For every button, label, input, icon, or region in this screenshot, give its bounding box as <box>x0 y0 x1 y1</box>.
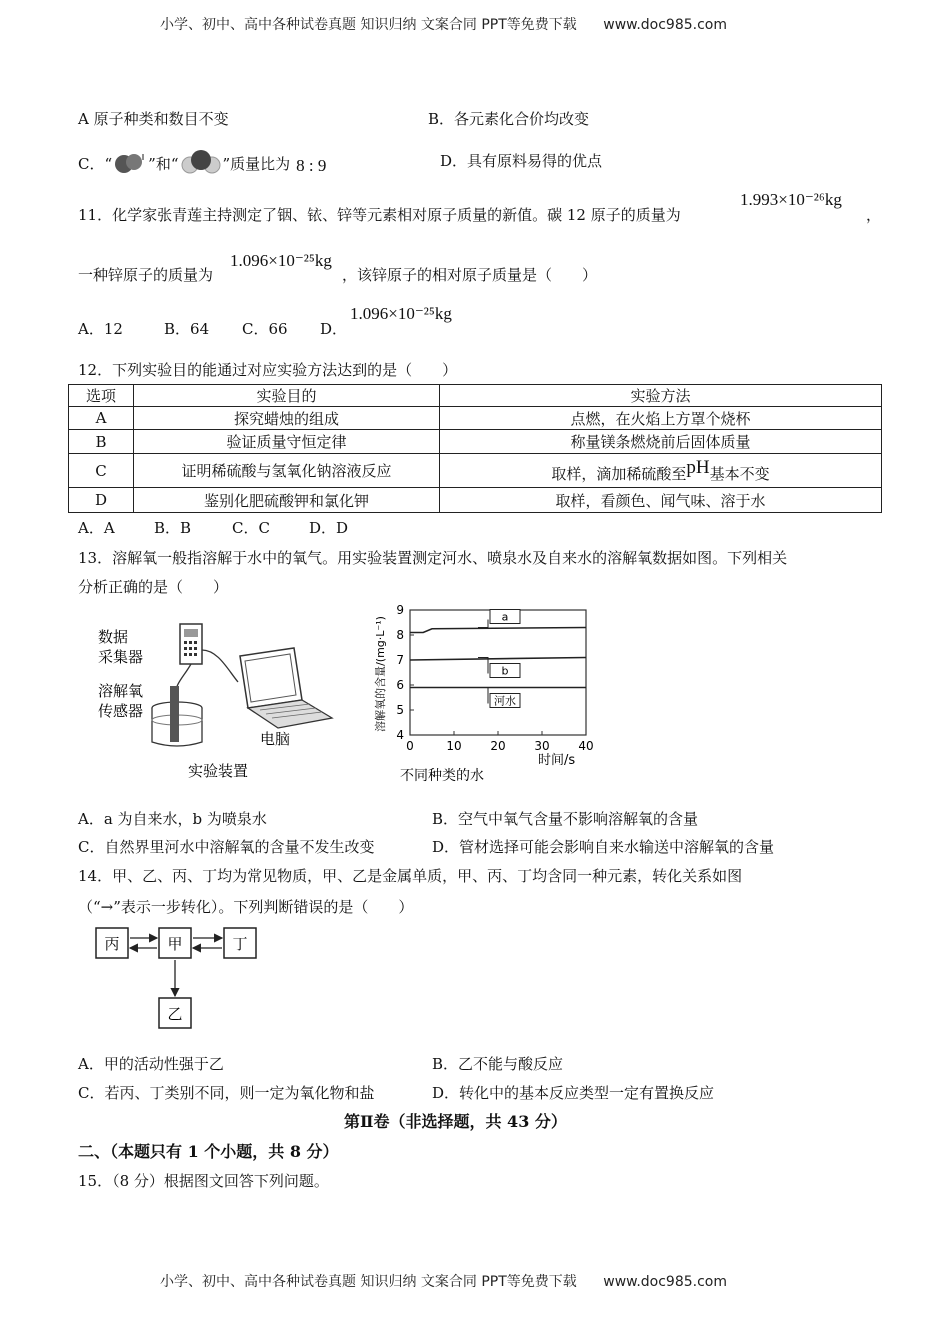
q13-stem-line1: 13．溶解氧一般指溶解于水中的氧气。用实验装置测定河水、喷泉水及自来水的溶解氧数据如图。下列相关 <box>78 549 788 567</box>
q11-option-d-value: 1.096×10⁻²⁵kg <box>350 304 452 323</box>
footer-site-link[interactable]: www.doc985.com <box>603 1274 727 1290</box>
table-cell: 验证质量守恒定律 <box>134 430 440 454</box>
q11-option-b: B．64 <box>164 320 210 338</box>
table-cell: B <box>69 430 134 454</box>
y-tick-label: 5 <box>396 703 404 717</box>
q11-zn-mass: 1.096×10⁻²⁵kg <box>230 251 332 270</box>
table-header-cell: 实验方法 <box>440 385 882 407</box>
sensor-label: 溶解氧 <box>98 682 144 700</box>
q13-stem-line2: 分析正确的是（ ） <box>78 578 229 596</box>
q13-option-b: B．空气中氧气含量不影响溶解氧的含量 <box>432 810 699 828</box>
collector-label: 数据 <box>98 628 129 646</box>
q11-comma: ， <box>866 206 882 224</box>
dissolved-oxygen-chart <box>370 602 620 800</box>
q14-option-a: A．甲的活动性强于乙 <box>78 1055 224 1073</box>
apparatus-caption: 实验装置 <box>188 762 249 780</box>
series-label: 河水 <box>494 694 516 708</box>
laptop-icon <box>240 648 332 728</box>
node-ding-label: 丁 <box>232 935 248 953</box>
y-tick-label: 4 <box>396 728 404 742</box>
table-row <box>69 430 882 454</box>
table-cell: 鉴别化肥硫酸钾和氯化钾 <box>134 488 440 513</box>
y-tick-label: 6 <box>396 678 404 692</box>
q14-option-c: C．若丙、丁类别不同，则一定为氧化物和盐 <box>78 1084 375 1102</box>
q13-option-d: D．管材选择可能会影响自来水输送中溶解氧的含量 <box>432 838 775 856</box>
table-cell: A <box>69 407 134 430</box>
series-label: b <box>501 664 509 678</box>
series-label: a <box>501 610 509 624</box>
q10-option-c <box>78 148 326 178</box>
q12-option-a: A．A <box>78 519 115 537</box>
y-tick-label: 9 <box>396 603 404 617</box>
table-cell-text: 取样，滴加稀硫酸至 <box>551 464 687 483</box>
footer-text: 小学、初中、高中各种试卷真题 知识归纳 文案合同 PPT等免费下载 <box>160 1274 577 1290</box>
q12-table <box>68 384 882 513</box>
table-header-cell: 选项 <box>69 385 134 407</box>
table-cell: C <box>69 454 134 488</box>
x-tick-label: 20 <box>490 739 506 753</box>
chart-caption: 不同种类的水 <box>400 768 484 784</box>
q10-c-middle: ”和“ <box>148 154 179 173</box>
q12-option-b: B．B <box>154 519 192 537</box>
x-axis-label: 时间/s <box>538 753 576 768</box>
ph-symbol: pH <box>686 456 710 478</box>
q11-stem: 11．化学家张青莲主持测定了铟、铱、锌等元素相对原子质量的新值。碳 12 原子的质量为 <box>78 206 681 224</box>
sensor-label-2: 传感器 <box>98 702 144 720</box>
molecule-h2o-icon <box>179 148 223 178</box>
q10-option-d: D．具有原料易得的优点 <box>440 152 603 170</box>
q14-option-b: B．乙不能与酸反应 <box>432 1055 564 1073</box>
sensor-probe-icon <box>170 686 179 742</box>
table-cell: D <box>69 488 134 513</box>
table-row <box>69 407 882 430</box>
part2-title: 第Ⅱ卷（非选择题，共 43 分） <box>344 1112 567 1131</box>
table-header-row <box>69 385 882 407</box>
q12-option-c: C．C <box>232 519 270 537</box>
table-row <box>69 454 882 488</box>
table-cell: 称量镁条燃烧前后固体质量 <box>440 430 882 454</box>
q11-option-c: C．66 <box>242 320 288 338</box>
page-footer <box>160 1271 727 1291</box>
q12-stem: 12．下列实验目的能通过对应实验方法达到的是（ ） <box>78 361 458 379</box>
q10-c-ratio: 8 : 9 <box>296 156 327 175</box>
collector-label-2: 采集器 <box>98 648 144 666</box>
computer-label: 电脑 <box>260 730 291 748</box>
x-tick-label: 10 <box>446 739 462 753</box>
table-row <box>69 488 882 513</box>
header-site-link[interactable]: www.doc985.com <box>603 17 727 33</box>
header-text: 小学、初中、高中各种试卷真题 知识归纳 文案合同 PPT等免费下载 <box>160 17 577 33</box>
q10-c-prefix: C．“ <box>78 154 113 173</box>
q11-c12-mass: 1.993×10⁻²⁶kg <box>740 190 842 209</box>
q10-c-suffix: ”质量比为 <box>222 154 291 173</box>
q13-option-c: C．自然界里河水中溶解氧的含量不发生改变 <box>78 838 375 856</box>
y-axis-label: 溶解氧的含量/(mg·L⁻¹) <box>374 616 387 732</box>
table-cell: 证明稀硫酸与氢氧化钠溶液反应 <box>134 454 440 488</box>
table-header-cell: 实验目的 <box>134 385 440 407</box>
q10-option-b: B．各元素化合价均改变 <box>428 110 590 128</box>
x-tick-label: 30 <box>534 739 550 753</box>
x-tick-label: 0 <box>406 739 414 753</box>
molecule-co-icon <box>112 150 148 176</box>
q11-line2-post: ，该锌原子的相对原子质量是（ ） <box>342 266 598 284</box>
x-tick-label: 40 <box>578 739 594 753</box>
q14-stem-line2: （“→”表示一步转化）。下列判断错误的是（ ） <box>78 898 414 916</box>
q11-line1 <box>78 204 681 225</box>
q11-line2-pre: 一种锌原子的质量为 <box>78 266 214 284</box>
node-bing-label: 丙 <box>104 935 120 953</box>
section-heading: 二、（本题只有 1 个小题，共 8 分） <box>78 1142 339 1161</box>
table-cell: 探究蜡烛的组成 <box>134 407 440 430</box>
q13-option-a: A．a 为自来水，b 为喷泉水 <box>78 810 267 828</box>
node-yi-label: 乙 <box>167 1005 183 1023</box>
q14-option-d: D．转化中的基本反应类型一定有置换反应 <box>432 1084 715 1102</box>
table-cell-text: 基本不变 <box>709 464 770 483</box>
q15-stem: 15．（8 分）根据图文回答下列问题。 <box>78 1172 329 1190</box>
table-cell: 点燃，在火焰上方罩个烧杯 <box>440 407 882 430</box>
table-cell: 取样，看颜色、闻气味、溶于水 <box>440 488 882 513</box>
y-tick-label: 8 <box>396 628 404 642</box>
experiment-apparatus-figure <box>88 620 358 790</box>
q10-option-a: A 原子种类和数目不变 <box>78 110 229 128</box>
q14-stem-line1: 14．甲、乙、丙、丁均为常见物质，甲、乙是金属单质，甲、丙、丁均含同一种元素，转化关系如图 <box>78 867 743 885</box>
q12-option-d: D．D <box>309 519 349 537</box>
q11-option-d: D． <box>320 320 348 338</box>
node-jia-label: 甲 <box>167 935 183 953</box>
page-header <box>160 14 727 34</box>
q11-option-a: A．12 <box>78 320 123 338</box>
table-cell <box>440 454 882 488</box>
y-tick-label: 7 <box>396 653 404 667</box>
transformation-diagram <box>92 924 272 1044</box>
